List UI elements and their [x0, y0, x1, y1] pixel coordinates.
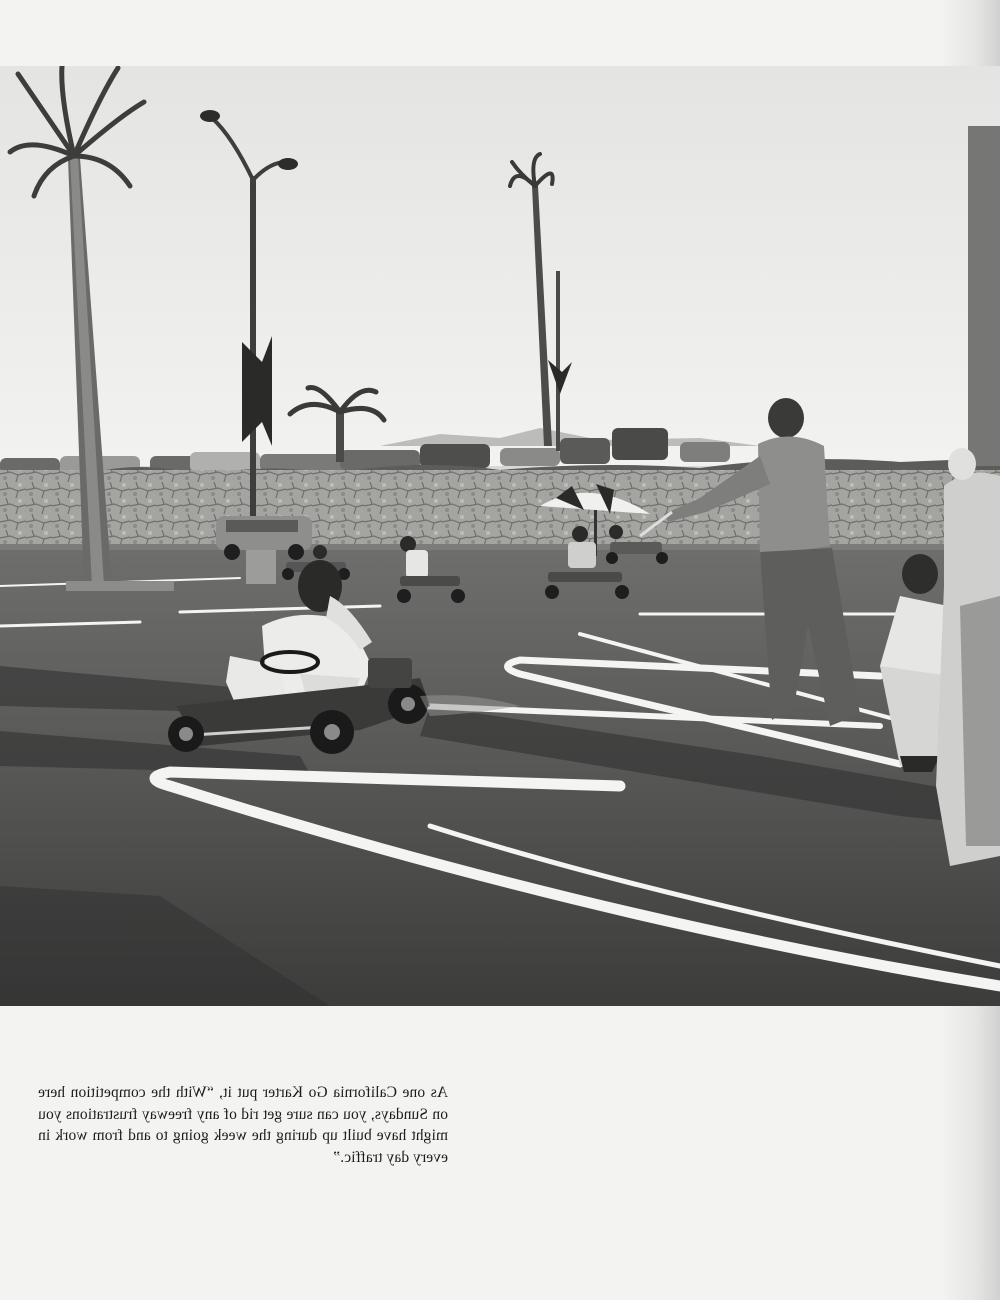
sky — [0, 66, 1000, 466]
photo-caption — [38, 1082, 448, 1168]
photo-illustration — [0, 66, 1000, 1006]
go-kart-race-photo — [0, 66, 1000, 1006]
stone-retaining-wall — [0, 470, 1000, 550]
caption-text: As one California Go Karter put it, “With the competition here on Sundays, you can sure get rid of any freeway frustrations you might have built up during the week going to and from work in every day traffic.” — [38, 1084, 448, 1166]
building-edge — [968, 126, 1000, 466]
